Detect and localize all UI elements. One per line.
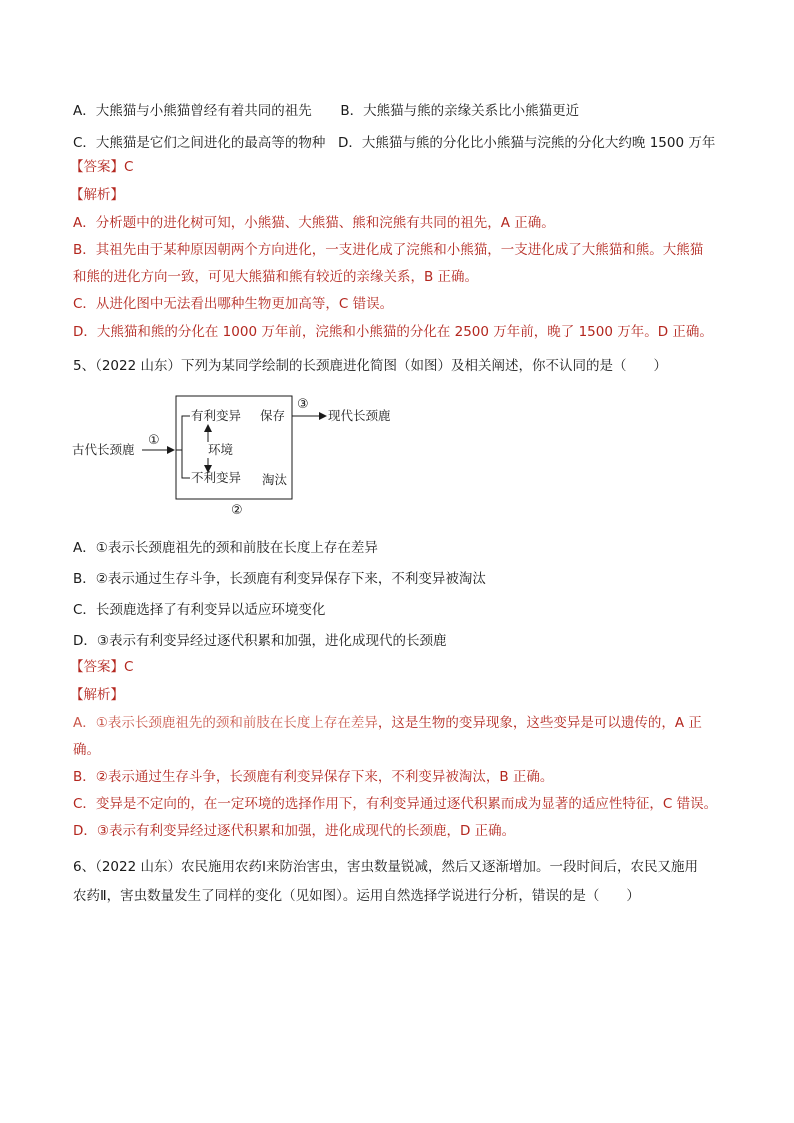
q5-analysis-a-highlight: A．①表示长颈鹿祖先的颈和前肢在长度上存在差异 (73, 715, 378, 731)
q5-option-c: C．长颈鹿选择了有利变异以适应环境变化 (73, 602, 326, 618)
q4-analysis-line: D．大熊猫和熊的分化在 1000 万年前，浣熊和小熊猫的分化在 2500 万年前，晚了 1500 万年。D 正确。 (73, 324, 713, 340)
q4-option-b: B．大熊猫与熊的亲缘关系比小熊猫更近 (340, 103, 580, 119)
q5-analysis-a-rest: ，这是生物的变异现象，这些变异是可以遗传的，A 正 (377, 715, 702, 731)
q4-option-a: A．大熊猫与小熊猫曾经有着共同的祖先 (73, 103, 312, 119)
q5-option-b: B．②表示通过生存斗争，长颈鹿有利变异保存下来，不利变异被淘汰 (73, 571, 486, 587)
q4-analysis-tag: 【解析】 (70, 187, 124, 203)
q4-answer (70, 157, 133, 177)
q6-stem-line1: 6、（2022 山东）农民施用农药Ⅰ来防治害虫，害虫数量锐减，然后又逐渐增加。一段时间后，农民又施用 (73, 859, 698, 875)
q5-analysis-d: D．③表示有利变异经过逐代积累和加强，进化成现代的长颈鹿，D 正确。 (73, 823, 516, 839)
q4-analysis-line: B．其祖先由于某种原因朝两个方向进化，一支进化成了浣熊和小熊猫，一支进化成了大熊猫和熊。大熊猫 (73, 242, 704, 258)
mark-1: ① (148, 433, 160, 448)
q5-answer (70, 657, 133, 677)
q4-answer-tag: 【答案】 (70, 159, 124, 175)
q4-option-d: D．大熊猫与熊的分化比小熊猫与浣熊的分化大约晚 1500 万年 (338, 135, 716, 151)
q5-analysis-a (73, 713, 702, 733)
q4-analysis-line: 和熊的进化方向一致，可见大熊猫和熊有较近的亲缘关系，B 正确。 (73, 269, 479, 285)
q6-stem-line2: 农药Ⅱ，害虫数量发生了同样的变化（见如图）。运用自然选择学说进行分析，错误的是（ ） (73, 888, 640, 904)
brace (182, 416, 190, 478)
q4-answer-value: C (124, 159, 134, 175)
q5-answer-tag: 【答案】 (70, 659, 124, 675)
label-eliminate: 淘汰 (262, 472, 288, 487)
q5-answer-value: C (124, 659, 134, 675)
q5-option-a: A．①表示长颈鹿祖先的颈和前肢在长度上存在差异 (73, 540, 378, 556)
q5-analysis-b: B．②表示通过生存斗争，长颈鹿有利变异保存下来，不利变异被淘汰，B 正确。 (73, 769, 554, 785)
q4-analysis-line: C．从进化图中无法看出哪种生物更加高等，C 错误。 (73, 296, 394, 312)
q5-analysis-a-cont: 确。 (73, 742, 100, 758)
label-modern: 现代长颈鹿 (328, 408, 391, 423)
mark-2: ② (231, 503, 243, 518)
label-environment: 环境 (208, 442, 234, 457)
label-unfavorable: 不利变异 (191, 470, 242, 485)
q4-options-row2 (73, 133, 715, 153)
q5-analysis-tag: 【解析】 (70, 687, 124, 703)
label-ancient: 古代长颈鹿 (72, 442, 135, 457)
q4-analysis-line: A．分析题中的进化树可知，小熊猫、大熊猫、熊和浣熊有共同的祖先，A 正确。 (73, 215, 555, 231)
q5-stem: 5、（2022 山东）下列为某同学绘制的长颈鹿进化简图（如图）及相关阐述，你不认同的是（ ） (73, 358, 667, 374)
q4-option-c: C．大熊猫是它们之间进化的最高等的物种 (73, 135, 326, 151)
mark-3: ③ (297, 397, 309, 412)
label-favorable: 有利变异 (191, 408, 242, 423)
giraffe-evolution-diagram (70, 392, 430, 522)
q4-options-row1 (73, 101, 579, 121)
q5-analysis-c: C．变异是不定向的，在一定环境的选择作用下，有利变异通过逐代积累而成为显著的适应性特征，C 错误。 (73, 796, 718, 812)
label-preserve: 保存 (260, 408, 286, 423)
q5-option-d: D．③表示有利变异经过逐代积累和加强，进化成现代的长颈鹿 (73, 633, 447, 649)
